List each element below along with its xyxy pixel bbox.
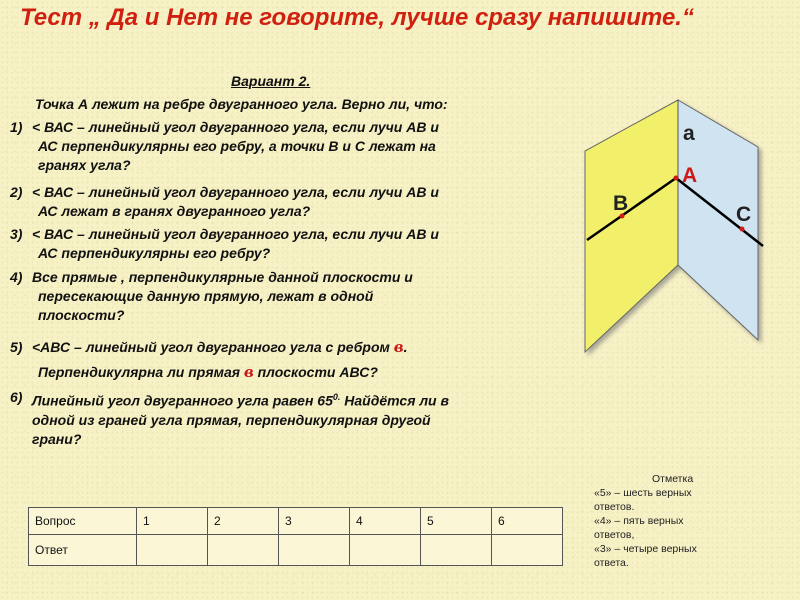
question-line: Перпендикулярна ли прямая в плоскости АВС? <box>38 363 378 381</box>
table-row <box>29 508 563 535</box>
question-line: Линейный угол двугранного угла равен $65^{0.}$ Найдётся ли в <box>32 392 449 409</box>
question-line: < ВАС – линейный угол двугранного угла, если лучи АВ и <box>32 226 439 242</box>
label-b: В <box>613 192 629 215</box>
question-line: гранях угла? <box>38 157 131 173</box>
answer-cell[interactable] <box>350 535 421 566</box>
question-number: 3) <box>10 226 23 242</box>
dihedral-angle-figure <box>560 90 800 360</box>
answer-cell[interactable] <box>137 535 208 566</box>
question-5 <box>10 338 408 382</box>
question-line: одной из граней угла прямая, перпендикулярная другой <box>32 411 431 428</box>
grading-line: ответов, <box>594 529 635 541</box>
edge-variable: в <box>393 338 404 356</box>
question-number-cell: 6 <box>492 508 563 535</box>
label-a: А <box>682 164 698 187</box>
intro-text: Точка А лежит на ребре двугранного угла. Верно ли, что: <box>35 96 448 112</box>
table-row <box>29 535 563 566</box>
question-line: < ВАС – линейный угол двугранного угла, если лучи АВ и <box>32 184 439 200</box>
question-6 <box>10 388 449 449</box>
question-number: 4) <box>10 269 23 285</box>
point-a <box>674 176 679 181</box>
question-number-cell: 5 <box>421 508 492 535</box>
question-line: АС лежат в гранях двугранного угла? <box>38 203 311 219</box>
row-label-answer: Ответ <box>29 535 137 566</box>
grading-header: Отметка <box>652 473 694 485</box>
grading-line: «5» – шесть верных <box>594 487 692 499</box>
question-line: грани? <box>32 430 82 447</box>
grading-line: ответа. <box>594 557 629 569</box>
answer-table <box>28 507 563 566</box>
question-line: <АВС – линейный угол двугранного угла с ребром в. <box>32 338 408 356</box>
grading-line: «4» – пять верных <box>594 515 684 527</box>
question-number-cell: 3 <box>279 508 350 535</box>
label-c: С <box>736 203 752 226</box>
grading-note <box>594 472 744 570</box>
point-c <box>740 227 745 232</box>
edge-variable: в <box>243 363 254 381</box>
test-title: Тест „ Да и Нет не говорите, лучше сразу напишите.“ <box>20 4 694 31</box>
question-line: пересекающие данную прямую, лежат в одной <box>38 288 374 304</box>
variant-heading: Вариант 2. <box>231 73 311 89</box>
question-number-cell: 4 <box>350 508 421 535</box>
label-edge: а <box>683 122 695 145</box>
question-number: 1) <box>10 119 23 135</box>
question-number: 2) <box>10 184 23 200</box>
left-plane <box>585 100 678 352</box>
question-number-cell: 2 <box>208 508 279 535</box>
row-label-question: Вопрос <box>29 508 137 535</box>
question-1 <box>10 118 439 175</box>
answer-cell[interactable] <box>208 535 279 566</box>
question-line: Все прямые , перпендикулярные данной плоскости и <box>32 269 413 285</box>
question-number-cell: 1 <box>137 508 208 535</box>
question-3 <box>10 225 439 263</box>
degree-superscript: 0. <box>332 392 341 402</box>
question-line: АС перпендикулярны его ребру, а точки В и С лежат на <box>38 138 436 154</box>
grading-line: ответов. <box>594 501 635 513</box>
question-line: АС перпендикулярны его ребру? <box>38 245 271 261</box>
answer-cell[interactable] <box>279 535 350 566</box>
answer-cell[interactable] <box>421 535 492 566</box>
question-line: плоскости? <box>38 307 125 323</box>
grading-line: «3» – четыре верных <box>594 543 697 555</box>
question-line: < ВАС – линейный угол двугранного угла, если лучи АВ и <box>32 119 439 135</box>
question-2 <box>10 183 439 221</box>
question-4 <box>10 268 413 325</box>
answer-cell[interactable] <box>492 535 563 566</box>
question-number: 5) <box>10 339 23 355</box>
question-number: 6) <box>10 389 23 405</box>
